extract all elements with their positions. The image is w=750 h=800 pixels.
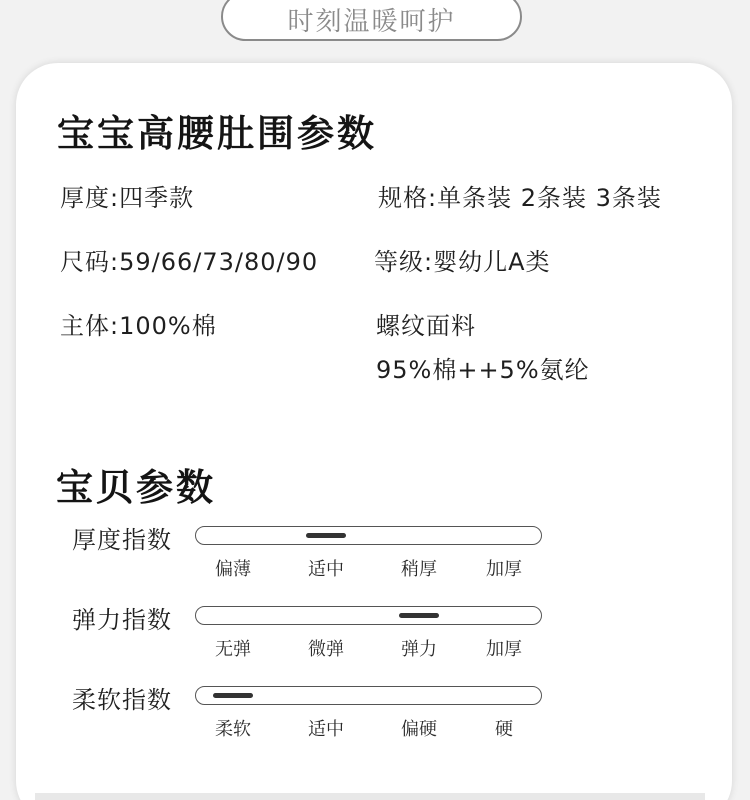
thickness-tick-label: 稍厚 xyxy=(401,559,437,580)
spec-material-main: 主体:100%棉 xyxy=(60,312,217,340)
softness-tick-label: 硬 xyxy=(495,719,513,740)
elasticity-tick-label: 加厚 xyxy=(486,639,522,660)
thickness-scale-track xyxy=(195,526,542,545)
spec-rib-fabric-composition: 95%棉++5%氨纶 xyxy=(376,356,590,384)
spec-size: 尺码:59/66/73/80/90 xyxy=(60,248,319,276)
banner-text: 时刻温暖呵护 xyxy=(287,7,456,37)
elasticity-scale-track xyxy=(195,606,542,625)
product-section-title: 宝宝高腰肚围参数 xyxy=(57,112,377,155)
softness-tick-label: 适中 xyxy=(308,719,344,740)
elasticity-level-marker xyxy=(399,613,439,618)
thickness-tick-label: 适中 xyxy=(308,559,344,580)
softness-tick-label: 柔软 xyxy=(215,719,251,740)
softness-tick-label: 偏硬 xyxy=(401,719,437,740)
bottom-divider xyxy=(35,793,705,800)
banner-pill xyxy=(221,0,522,41)
spec-thickness: 厚度:四季款 xyxy=(60,184,195,212)
thickness-tick-label: 加厚 xyxy=(486,559,522,580)
thickness-tick-label: 偏薄 xyxy=(215,559,251,580)
param-label-elasticity: 弹力指数 xyxy=(72,606,172,634)
thickness-level-marker xyxy=(306,533,346,538)
spec-package: 规格:单条装 2条装 3条装 xyxy=(378,184,662,212)
elasticity-tick-label: 弹力 xyxy=(401,639,437,660)
softness-level-marker xyxy=(213,693,253,698)
softness-scale-track xyxy=(195,686,542,705)
elasticity-tick-label: 无弹 xyxy=(215,639,251,660)
spec-rib-fabric-label: 螺纹面料 xyxy=(376,312,476,340)
param-label-thickness: 厚度指数 xyxy=(72,526,172,554)
spec-grade: 等级:婴幼儿A类 xyxy=(374,248,551,276)
params-section-title: 宝贝参数 xyxy=(56,466,216,509)
param-label-softness: 柔软指数 xyxy=(72,686,172,714)
elasticity-tick-label: 微弹 xyxy=(308,639,344,660)
